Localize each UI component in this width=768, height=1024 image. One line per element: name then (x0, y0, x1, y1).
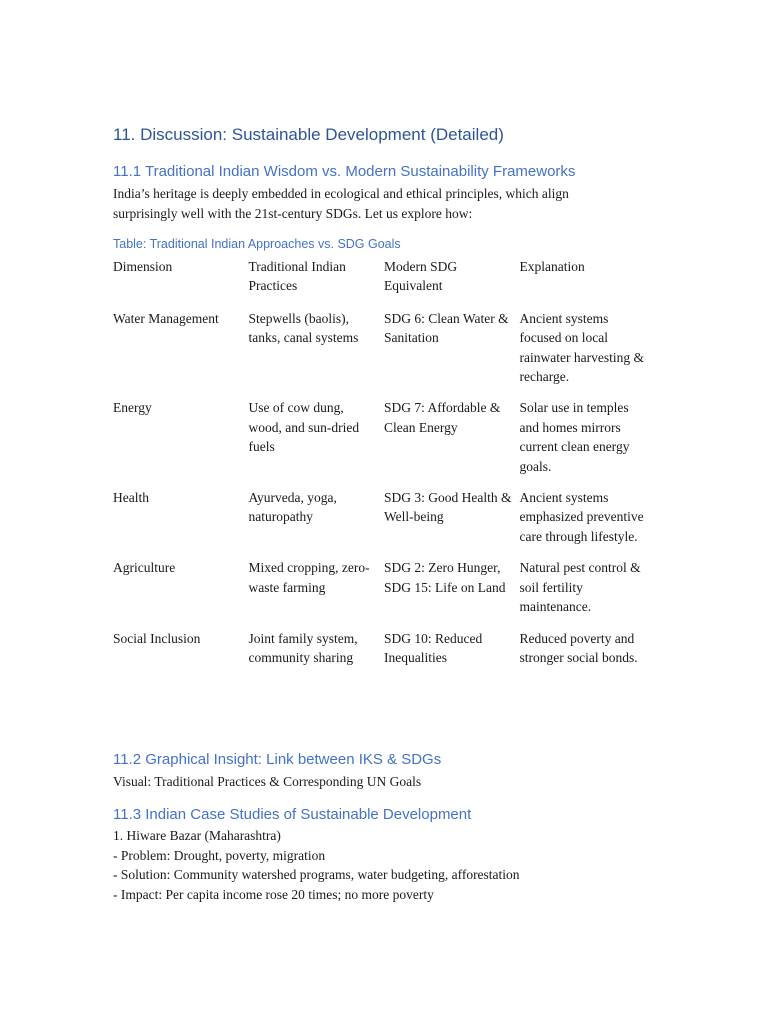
list-item: - Problem: Drought, poverty, migration (113, 847, 326, 863)
section-heading-11-3: 11.3 Indian Case Studies of Sustainable Development (113, 806, 472, 823)
table-cell: Reduced poverty and stronger social bonds. (519, 630, 638, 665)
table-caption: Table: Traditional Indian Approaches vs. SDG Goals (113, 237, 401, 251)
table-cell: Water Management (113, 310, 219, 326)
table-header-cell: Modern SDG Equivalent (384, 259, 458, 294)
intro-paragraph-line: surprisingly well with the 21st-century SDGs. Let us explore how: (113, 205, 473, 221)
table-cell: Ancient systems focused on local rainwater harvesting & recharge. (519, 310, 644, 385)
table-row (113, 558, 658, 616)
list-item: 1. Hiware Bazar (Maharashtra) (113, 828, 281, 843)
table-cell: SDG 6: Clean Water & Sanitation (384, 310, 509, 346)
table-cell: Joint family system, community sharing (248, 630, 358, 665)
case-study-list (113, 826, 673, 904)
table-cell: SDG 3: Good Health & Well-being (384, 490, 512, 525)
section-heading-11-2: 11.2 Graphical Insight: Link between IKS & SDGs (113, 751, 442, 768)
table-row (113, 488, 658, 546)
table-row (113, 629, 658, 668)
list-item: - Solution: Community watershed programs, water budgeting, afforestation (113, 867, 520, 882)
table-header-cell: Explanation (519, 259, 585, 274)
table-row (113, 309, 658, 387)
table-header-cell: Dimension (113, 259, 173, 274)
table-cell: Ancient systems emphasized preventive care through lifestyle. (519, 490, 644, 544)
section-heading-11-1: 11.1 Traditional Indian Wisdom vs. Modern Sustainability Frameworks (113, 163, 576, 180)
table-cell: Mixed cropping, zero-waste farming (248, 560, 370, 595)
visual-caption: Visual: Traditional Practices & Corresponding UN Goals (113, 774, 422, 789)
table-cell: SDG 2: Zero Hunger, SDG 15: Life on Land (384, 560, 506, 595)
table-cell: Ayurveda, yoga, naturopathy (248, 490, 337, 525)
table-cell: Social Inclusion (113, 630, 201, 646)
table-cell: Agriculture (113, 560, 176, 576)
comparison-table (113, 257, 658, 679)
table-cell: Use of cow dung, wood, and sun-dried fuels (248, 400, 360, 455)
table-row (113, 398, 658, 476)
intro-paragraph (113, 184, 673, 223)
table-cell: Health (113, 490, 149, 506)
intro-paragraph-line: India’s heritage is deeply embedded in ecological and ethical principles, which align (113, 186, 569, 201)
table-header-cell: Traditional Indian Practices (248, 259, 346, 294)
table-cell: Energy (113, 400, 152, 416)
list-item: - Impact: Per capita income rose 20 times; no more poverty (113, 886, 434, 902)
table-cell: Natural pest control & soil fertility maintenance. (519, 560, 641, 615)
table-cell: SDG 7: Affordable & Clean Energy (384, 400, 501, 435)
table-cell: SDG 10: Reduced Inequalities (384, 630, 483, 665)
table-header-row (113, 257, 658, 296)
table-cell: Solar use in temples and homes mirrors current clean energy goals. (519, 400, 630, 474)
table-cell: Stepwells (baolis), tanks, canal systems (248, 310, 359, 346)
page-title: 11. Discussion: Sustainable Development (Detailed) (113, 125, 504, 144)
